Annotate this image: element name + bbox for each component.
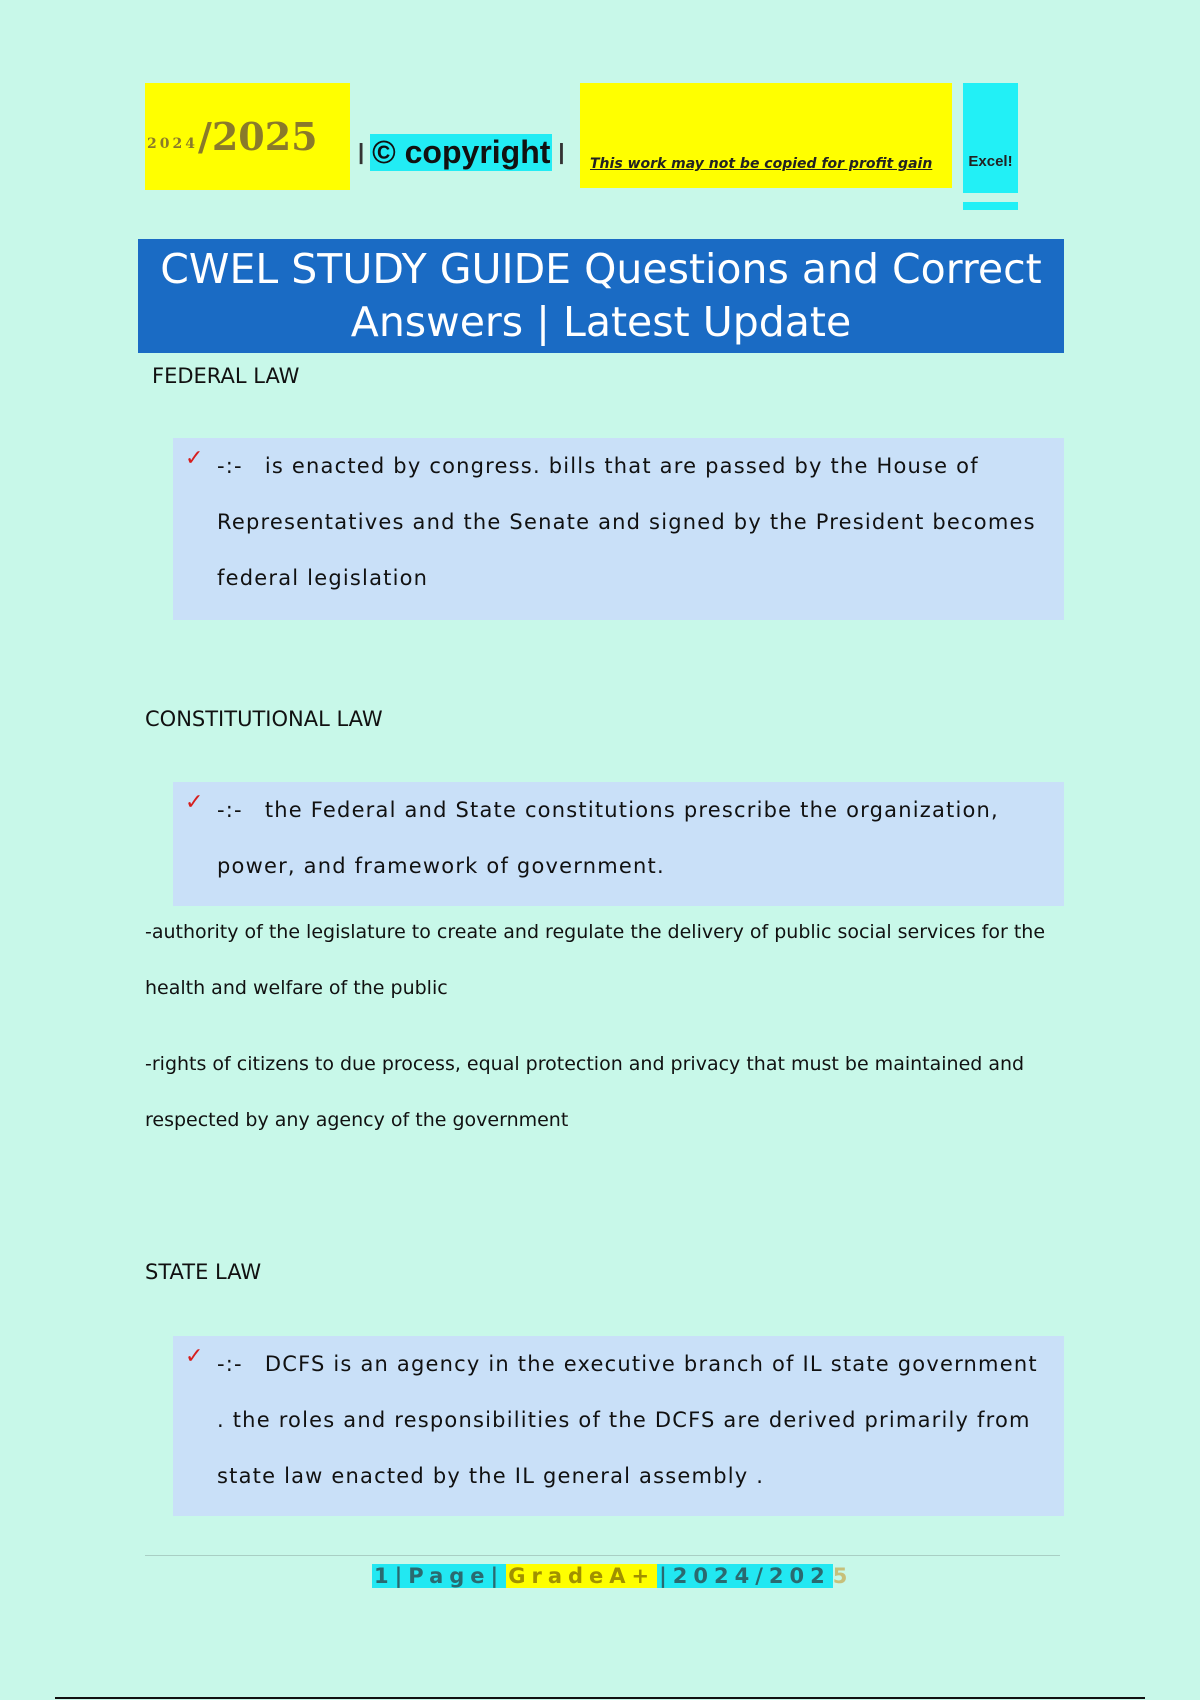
document-title: CWEL STUDY GUIDE Questions and Correct Answers | Latest Update xyxy=(138,239,1064,353)
copyright-suffix: | xyxy=(558,139,565,164)
answer-box-constitutional-law xyxy=(173,782,1064,906)
copy-notice-box xyxy=(580,83,952,188)
footer-year: |2024/202 xyxy=(659,1564,831,1588)
copy-notice-text: This work may not be copied for profit gain xyxy=(590,156,933,172)
copyright-text: © copyright xyxy=(372,133,551,170)
section-heading-constitutional-law: CONSTITUTIONAL LAW xyxy=(145,707,383,731)
check-icon: ✓ xyxy=(185,446,204,471)
page-bottom-rule xyxy=(55,1697,1145,1699)
year-big-text: /2025 xyxy=(197,114,318,159)
footer-grade: GradeA+ xyxy=(508,1564,656,1588)
excel-underline xyxy=(963,202,1018,210)
footer-year-tail: 5 xyxy=(832,1564,854,1588)
answer-body: is enacted by congress. bills that are passed by the House of Representatives and the Senate and signed by the President becomes federal legislation xyxy=(217,454,1036,590)
paragraph-legislature-authority: -authority of the legislature to create and regulate the delivery of public social services for the health and welfare of the public xyxy=(145,921,1046,999)
footer-page-number: 1|Page| xyxy=(374,1564,505,1588)
answer-body: DCFS is an agency in the executive branch of IL state government . the roles and responsibilities of the DCFS are derived primarily from state law enacted by the IL general assembly . xyxy=(217,1352,1038,1488)
section-heading-state-law: STATE LAW xyxy=(145,1260,262,1284)
excel-label: Excel! xyxy=(968,153,1013,170)
answer-lead: -:- xyxy=(217,1352,243,1376)
answer-lead: -:- xyxy=(217,798,243,822)
check-icon: ✓ xyxy=(185,1344,204,1369)
year-small-text: 2024 xyxy=(147,135,198,152)
answer-text-constitutional-law xyxy=(217,782,1052,894)
excel-badge xyxy=(963,83,1018,193)
answer-lead: -:- xyxy=(217,454,243,478)
footer-divider xyxy=(145,1555,1060,1556)
check-icon: ✓ xyxy=(185,790,204,815)
copyright-label xyxy=(358,132,565,172)
answer-box-state-law xyxy=(173,1336,1064,1516)
copyright-prefix: | xyxy=(358,139,365,164)
answer-box-federal-law xyxy=(173,438,1064,620)
answer-text-state-law xyxy=(217,1336,1052,1504)
section-heading-federal-law: FEDERAL LAW xyxy=(152,364,300,388)
answer-text-federal-law xyxy=(217,438,1052,606)
page-footer xyxy=(372,1560,853,1592)
paragraph-citizen-rights: -rights of citizens to due process, equal protection and privacy that must be maintained and respected by any agency of the government xyxy=(145,1053,1025,1131)
year-badge xyxy=(145,83,350,190)
answer-body: the Federal and State constitutions prescribe the organization, power, and framework of government. xyxy=(217,798,999,878)
